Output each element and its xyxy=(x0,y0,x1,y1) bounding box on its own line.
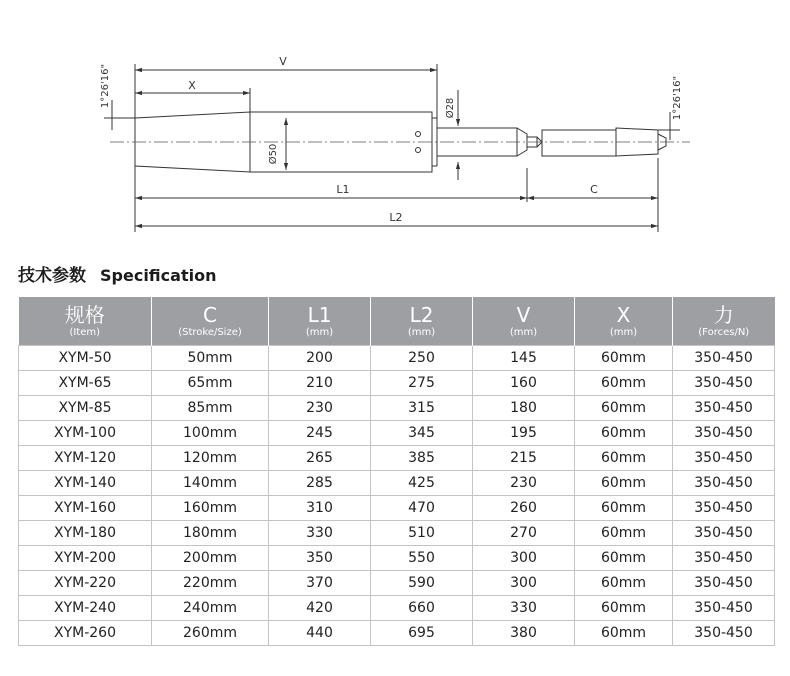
cell-c: 50mm xyxy=(152,346,269,371)
cell-l1: 265 xyxy=(269,446,371,471)
header-c: C (Stroke/Size) xyxy=(152,297,269,346)
table-row xyxy=(19,471,775,496)
label-dia28: Ø28 xyxy=(445,97,456,119)
cell-force: 350-450 xyxy=(673,571,775,596)
cell-c: 140mm xyxy=(152,471,269,496)
header-item: 规格 (Item) xyxy=(19,297,152,346)
cell-item: XYM-220 xyxy=(19,571,152,596)
cell-l1: 285 xyxy=(269,471,371,496)
cell-x: 60mm xyxy=(575,421,673,446)
cell-l2: 550 xyxy=(371,546,473,571)
cell-l1: 230 xyxy=(269,396,371,421)
header-l2: L2 (mm) xyxy=(371,297,473,346)
cell-force: 350-450 xyxy=(673,396,775,421)
cell-l1: 210 xyxy=(269,371,371,396)
cell-x: 60mm xyxy=(575,496,673,521)
cell-v: 300 xyxy=(473,571,575,596)
cell-l2: 275 xyxy=(371,371,473,396)
label-l2: L2 xyxy=(389,211,403,224)
table-row xyxy=(19,596,775,621)
cell-x: 60mm xyxy=(575,446,673,471)
cell-l1: 440 xyxy=(269,621,371,646)
heading-zh: 技术参数 xyxy=(18,266,86,286)
cell-c: 220mm xyxy=(152,571,269,596)
cell-x: 60mm xyxy=(575,371,673,396)
cell-v: 145 xyxy=(473,346,575,371)
cell-l1: 370 xyxy=(269,571,371,596)
table-row xyxy=(19,371,775,396)
label-l1: L1 xyxy=(336,183,350,196)
cell-v: 195 xyxy=(473,421,575,446)
heading-en: Specification xyxy=(100,266,217,285)
cell-x: 60mm xyxy=(575,346,673,371)
cell-force: 350-450 xyxy=(673,596,775,621)
cell-l2: 470 xyxy=(371,496,473,521)
header-x: X (mm) xyxy=(575,297,673,346)
cell-item: XYM-260 xyxy=(19,621,152,646)
table-header-row xyxy=(19,297,775,346)
cell-l2: 385 xyxy=(371,446,473,471)
cell-l2: 425 xyxy=(371,471,473,496)
cell-item: XYM-100 xyxy=(19,421,152,446)
cell-l2: 315 xyxy=(371,396,473,421)
table-row xyxy=(19,571,775,596)
cell-v: 260 xyxy=(473,496,575,521)
cell-l1: 245 xyxy=(269,421,371,446)
cell-force: 350-450 xyxy=(673,446,775,471)
cell-force: 350-450 xyxy=(673,521,775,546)
cell-item: XYM-85 xyxy=(19,396,152,421)
gas-spring-drawing xyxy=(0,0,790,240)
cell-l2: 590 xyxy=(371,571,473,596)
cell-force: 350-450 xyxy=(673,546,775,571)
cell-x: 60mm xyxy=(575,396,673,421)
cell-item: XYM-240 xyxy=(19,596,152,621)
table-row xyxy=(19,421,775,446)
cell-v: 160 xyxy=(473,371,575,396)
cell-v: 270 xyxy=(473,521,575,546)
table-body xyxy=(19,346,775,646)
cell-item: XYM-180 xyxy=(19,521,152,546)
cell-force: 350-450 xyxy=(673,496,775,521)
cell-l2: 660 xyxy=(371,596,473,621)
table-row xyxy=(19,496,775,521)
cell-item: XYM-120 xyxy=(19,446,152,471)
table-row xyxy=(19,546,775,571)
label-angle-right: 1°26'16" xyxy=(672,75,683,121)
table-row xyxy=(19,621,775,646)
cell-c: 160mm xyxy=(152,496,269,521)
cell-item: XYM-50 xyxy=(19,346,152,371)
cell-c: 85mm xyxy=(152,396,269,421)
cell-l1: 310 xyxy=(269,496,371,521)
cell-item: XYM-160 xyxy=(19,496,152,521)
cell-x: 60mm xyxy=(575,596,673,621)
cell-c: 260mm xyxy=(152,621,269,646)
cell-x: 60mm xyxy=(575,571,673,596)
header-v: V (mm) xyxy=(473,297,575,346)
cell-x: 60mm xyxy=(575,621,673,646)
cell-l2: 345 xyxy=(371,421,473,446)
cell-l1: 420 xyxy=(269,596,371,621)
cell-force: 350-450 xyxy=(673,346,775,371)
cell-l2: 250 xyxy=(371,346,473,371)
header-l1: L1 (mm) xyxy=(269,297,371,346)
cell-l1: 330 xyxy=(269,521,371,546)
cell-v: 215 xyxy=(473,446,575,471)
cell-v: 380 xyxy=(473,621,575,646)
cell-item: XYM-140 xyxy=(19,471,152,496)
right-tube xyxy=(542,130,616,156)
cell-l1: 350 xyxy=(269,546,371,571)
cell-l2: 510 xyxy=(371,521,473,546)
cell-c: 100mm xyxy=(152,421,269,446)
cell-force: 350-450 xyxy=(673,421,775,446)
cell-v: 230 xyxy=(473,471,575,496)
cell-c: 65mm xyxy=(152,371,269,396)
cell-force: 350-450 xyxy=(673,621,775,646)
label-c: C xyxy=(590,183,598,196)
cell-l1: 200 xyxy=(269,346,371,371)
cell-x: 60mm xyxy=(575,546,673,571)
label-x: X xyxy=(188,79,196,92)
cell-v: 330 xyxy=(473,596,575,621)
cell-force: 350-450 xyxy=(673,471,775,496)
cell-x: 60mm xyxy=(575,471,673,496)
label-dia50: Ø50 xyxy=(268,143,279,165)
cell-force: 350-450 xyxy=(673,371,775,396)
cell-l2: 695 xyxy=(371,621,473,646)
cell-v: 300 xyxy=(473,546,575,571)
section-heading xyxy=(18,264,216,288)
cell-item: XYM-65 xyxy=(19,371,152,396)
table-row xyxy=(19,346,775,371)
cell-c: 200mm xyxy=(152,546,269,571)
header-force: 力 (Forces/N) xyxy=(673,297,775,346)
cell-item: XYM-200 xyxy=(19,546,152,571)
spec-table xyxy=(18,297,775,646)
cell-c: 180mm xyxy=(152,521,269,546)
cell-c: 120mm xyxy=(152,446,269,471)
cell-v: 180 xyxy=(473,396,575,421)
table-row xyxy=(19,396,775,421)
label-angle-left: 1°26'16" xyxy=(100,63,111,109)
cell-x: 60mm xyxy=(575,521,673,546)
cell-c: 240mm xyxy=(152,596,269,621)
table-row xyxy=(19,446,775,471)
label-v: V xyxy=(279,55,287,68)
table-row xyxy=(19,521,775,546)
